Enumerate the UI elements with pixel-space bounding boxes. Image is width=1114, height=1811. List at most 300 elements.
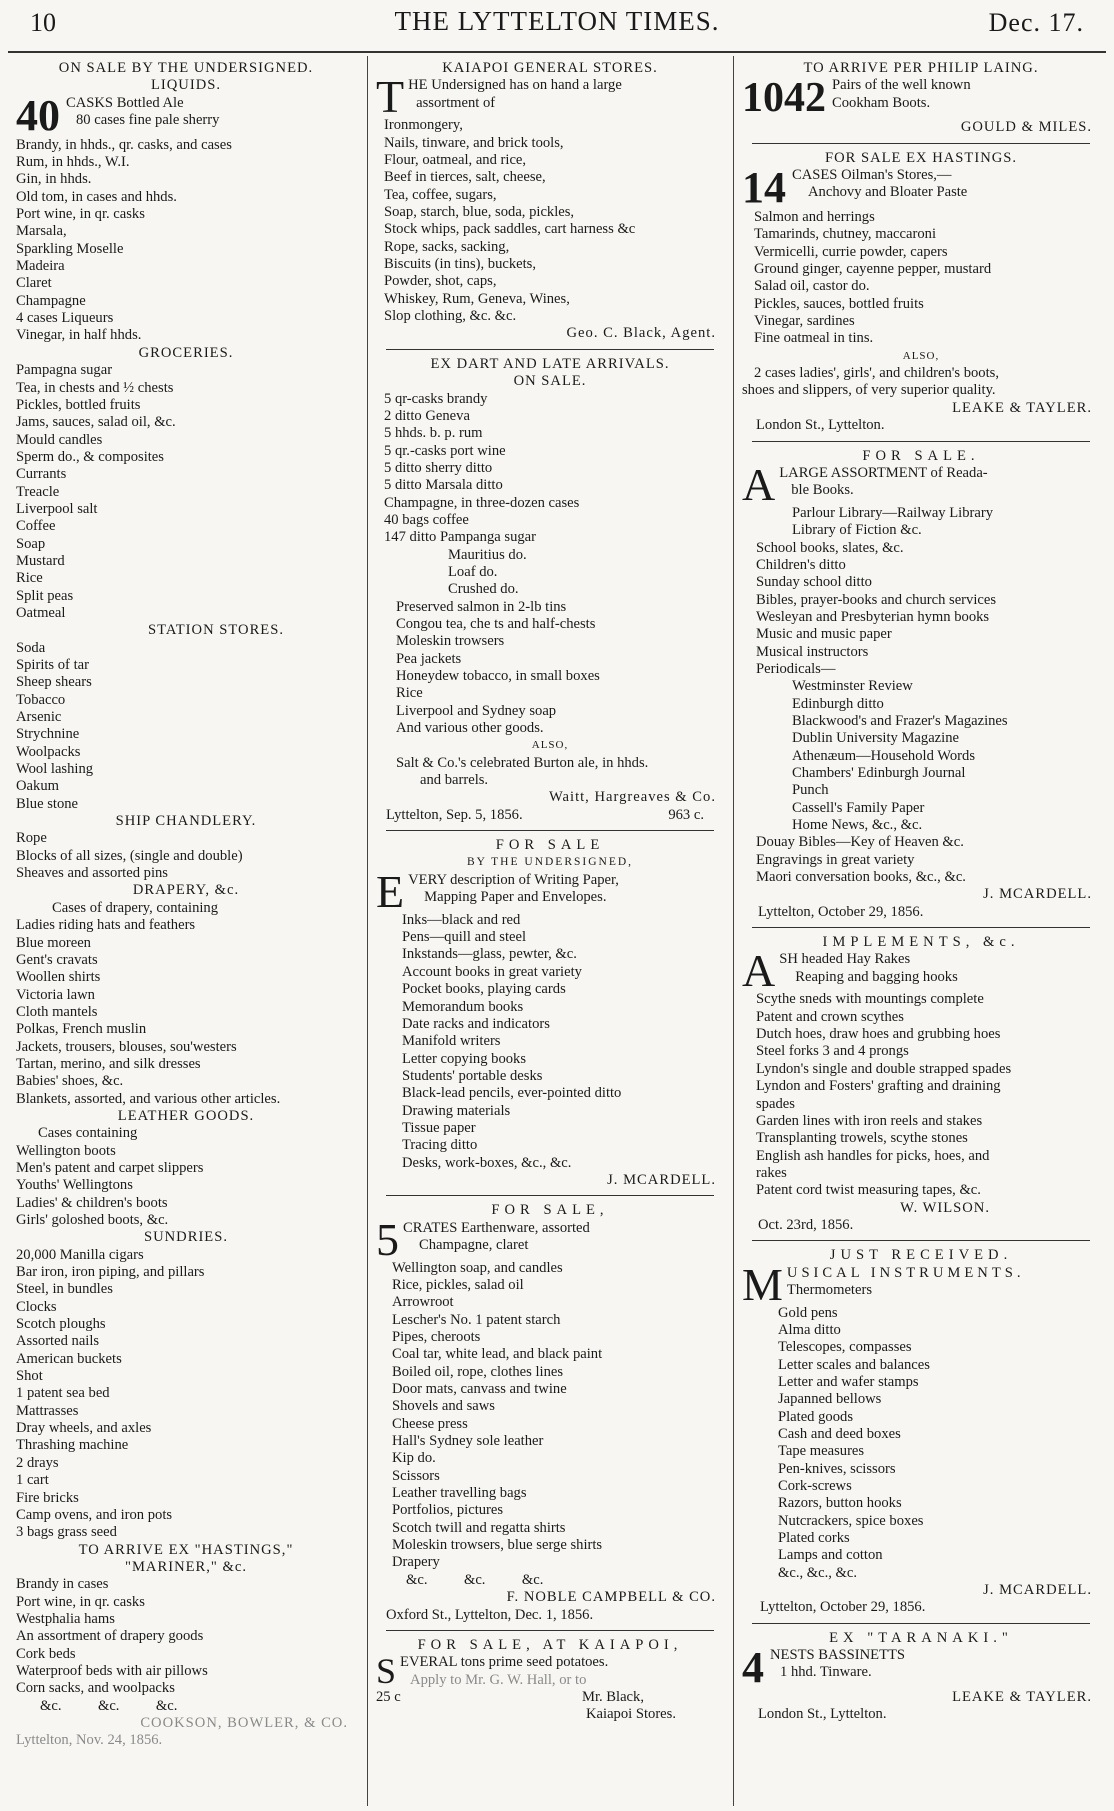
- list-item: Sheaves and assorted pins: [16, 865, 168, 882]
- list-item: Preserved salmon in 2-lb tins: [396, 598, 567, 615]
- list-item: Scotch ploughs: [16, 1316, 106, 1333]
- list-item: Westminster Review: [792, 678, 913, 695]
- advert-mccardell-instruments: [742, 1247, 1100, 1617]
- lead-line: 80 cases fine pale sherry: [76, 112, 220, 129]
- list-item: Cassell's Family Paper: [792, 799, 925, 816]
- ad-lead: [742, 1643, 1100, 1693]
- section-subtitle: Cases of drapery, containing: [52, 899, 219, 916]
- ad-lead: [742, 458, 1100, 510]
- list-item: 1 patent sea bed: [16, 1385, 110, 1402]
- list-item: Music and music paper: [756, 626, 892, 643]
- list-item: Athenæum—Household Words: [792, 747, 975, 764]
- list-item: Nutcrackers, spice boxes: [778, 1512, 924, 1529]
- masthead-rule: [8, 51, 1106, 53]
- list-item: Blocks of all sizes, (single and double): [16, 847, 243, 864]
- list-item: American buckets: [16, 1350, 122, 1367]
- list-item: Bar iron, iron piping, and pillars: [16, 1264, 205, 1281]
- lead-line: Pairs of the well known: [832, 77, 971, 94]
- advertiser-signature: J. MCARDELL.: [983, 886, 1092, 903]
- list-item: Babies' shoes, &c.: [16, 1073, 124, 1090]
- advert-oilman-stores: [742, 150, 1100, 435]
- column-1: [16, 60, 356, 1805]
- list-item: Hall's Sydney sole leather: [392, 1433, 544, 1450]
- issue-date: Dec. 17.: [988, 8, 1084, 37]
- list-item: Wool lashing: [16, 761, 94, 778]
- ad-divider: [386, 1630, 714, 1631]
- ad-divider: [386, 830, 714, 831]
- list-item: Chambers' Edinburgh Journal: [792, 765, 966, 781]
- list-item: Rope, sacks, sacking,: [384, 238, 510, 255]
- section-title: STATION STORES.: [147, 622, 284, 639]
- list-item: Leather travelling bags: [392, 1485, 527, 1502]
- ad-reference: 25 c: [376, 1688, 401, 1705]
- list-item: 40 bags coffee: [384, 511, 469, 528]
- list-item: Flour, oatmeal, and rice,: [384, 152, 527, 169]
- ad-lead: [376, 865, 724, 917]
- list-item: Blue moreen: [16, 934, 91, 951]
- lead-line: Salt & Co.'s celebrated Burton ale, in hhds.: [396, 754, 649, 771]
- column-2: [376, 60, 724, 1805]
- lead-line: Apply to Mr. G. W. Hall, or to: [410, 1671, 587, 1688]
- drop-cap: M: [742, 1258, 783, 1310]
- list-item: Inks—black and red: [402, 911, 521, 928]
- section-title: LIQUIDS.: [150, 77, 222, 94]
- list-item: Brandy in cases: [16, 1576, 109, 1593]
- list-item: Inkstands—glass, pewter, &c.: [402, 946, 577, 963]
- list-item: Pickles, bottled fruits: [16, 396, 141, 413]
- list-item: Mauritius do.: [448, 546, 527, 563]
- advertiser-signature: Waitt, Hargreaves & Co.: [548, 789, 716, 806]
- list-item: Tamarinds, chutney, maccaroni: [754, 226, 937, 243]
- list-item: Salmon and herrings: [754, 209, 875, 226]
- list-item: Garden lines with iron reels and stakes: [756, 1112, 983, 1129]
- list-item: Mattrasses: [16, 1402, 79, 1419]
- list-item: Razors, button hooks: [778, 1495, 902, 1512]
- list-item: Vermicelli, currie powder, capers: [754, 243, 948, 260]
- list-item: Oatmeal: [16, 604, 66, 621]
- list-item: Dublin University Magazine: [792, 730, 959, 747]
- lead-line: SH headed Hay Rakes: [779, 951, 911, 968]
- list-item: Whiskey, Rum, Geneva, Wines,: [384, 290, 570, 307]
- ad-date: Lyttelton, Nov. 24, 1856.: [16, 1732, 163, 1749]
- list-item: Vinegar, sardines: [754, 313, 855, 330]
- list-item: Account books in great variety: [402, 963, 582, 980]
- list-item: Tea, in chests and ½ chests: [16, 379, 174, 396]
- ad-date: Lyttelton, Sep. 5, 1856.: [386, 806, 523, 823]
- list-item: Rice: [16, 570, 43, 587]
- list-item: Congou tea, che ts and half-chests: [396, 615, 596, 632]
- lead-line: NESTS BASSINETTS: [770, 1647, 906, 1664]
- ad-date: Lyttelton, October 29, 1856.: [760, 1599, 926, 1616]
- advertiser-signature: COOKSON, BOWLER, & CO.: [140, 1714, 348, 1731]
- advertiser-address: London St., Lyttelton.: [758, 1706, 887, 1723]
- advert-bassinetts: [742, 1630, 1100, 1724]
- ad-heading: JUST RECEIVED.: [829, 1247, 1013, 1264]
- ad-lead: [742, 163, 1100, 213]
- list-item: Memorandum books: [402, 998, 524, 1015]
- list-item: Rice, pickles, salad oil: [392, 1276, 524, 1293]
- ad-reference: 963 c.: [668, 806, 704, 823]
- section-title: SUNDRIES.: [143, 1229, 228, 1246]
- list-item: Home News, &c., &c.: [792, 817, 923, 834]
- ad-footer: [376, 1689, 724, 1706]
- list-item: Youths' Wellingtons: [16, 1177, 133, 1194]
- ad-heading: KAIAPOI GENERAL STORES.: [442, 60, 658, 76]
- list-item: Nails, tinware, and brick tools,: [384, 134, 564, 151]
- list-item: Patent and crown scythes: [756, 1008, 904, 1025]
- lead-line: HE Undersigned has on hand a large: [408, 77, 622, 94]
- lead-line: assortment of: [416, 94, 496, 111]
- lead-line: Anchovy and Bloater Paste: [808, 184, 968, 201]
- list-item: Sperm do., & composites: [16, 448, 164, 465]
- item-list: [16, 362, 356, 622]
- list-item: Tracing ditto: [402, 1137, 478, 1154]
- ad-lead: [16, 90, 356, 140]
- list-item: Pen-knives, scissors: [778, 1460, 896, 1477]
- list-item: Pampagna sugar: [16, 362, 113, 379]
- list-item: Punch: [792, 782, 829, 799]
- item-list: [16, 917, 356, 1108]
- lead-line: USICAL INSTRUMENTS.: [786, 1264, 1025, 1281]
- list-item: Sunday school ditto: [756, 574, 872, 591]
- list-item: Maori conversation books, &c., &c.: [756, 869, 966, 886]
- page-number: 10: [30, 8, 56, 37]
- lead-line: VERY description of Writing Paper,: [408, 871, 619, 888]
- list-item: Westphalia hams: [16, 1610, 115, 1627]
- list-item: Wesleyan and Presbyterian hymn books: [756, 608, 990, 625]
- section-title: SHIP CHANDLERY.: [115, 813, 257, 830]
- lead-line: Parlour Library—Railway Library: [792, 504, 994, 521]
- list-item: Lamps and cotton: [778, 1547, 883, 1564]
- item-list: [376, 547, 724, 599]
- masthead: [0, 0, 1114, 44]
- item-list: [742, 834, 1100, 886]
- lead-line: Thermometers: [786, 1281, 873, 1298]
- big-number: 40: [16, 90, 60, 140]
- list-item: Jackets, trousers, blouses, sou'westers: [16, 1038, 237, 1055]
- lead-line: 2 cases ladies', girls', and children's boots,: [754, 365, 999, 382]
- list-item: Ladies' & children's boots: [16, 1194, 168, 1211]
- list-item: Pocket books, playing cards: [402, 981, 566, 998]
- ad-divider: [752, 441, 1090, 442]
- ad-lead: [376, 1213, 724, 1265]
- item-list: [376, 1260, 724, 1572]
- ad-heading: FOR SALE: [495, 837, 605, 854]
- list-item: Pea jackets: [396, 650, 462, 667]
- list-item: Thrashing machine: [16, 1437, 129, 1454]
- column-3: [742, 60, 1100, 1805]
- list-item: Old tom, in cases and hhds.: [16, 188, 177, 205]
- ad-subheading: BY THE UNDERSIGNED,: [466, 856, 634, 869]
- list-item: Ladies riding hats and feathers: [16, 917, 196, 934]
- advert-cookson-bowler: [16, 60, 356, 1750]
- list-item: Victoria lawn: [16, 986, 95, 1003]
- list-item: School books, slates, &c.: [756, 539, 904, 556]
- lead-line: Cookham Boots.: [832, 94, 931, 111]
- item-list: [376, 599, 724, 738]
- list-item: 20,000 Manilla cigars: [16, 1246, 144, 1263]
- etc-line: &c. &c. &c.: [406, 1571, 544, 1588]
- column-divider: [367, 56, 368, 1806]
- list-item: 5 ditto sherry ditto: [384, 459, 493, 476]
- list-item: Fine oatmeal in tins.: [754, 330, 874, 347]
- list-item: Scythe sneds with mountings complete: [756, 991, 984, 1008]
- list-item: Black-lead pencils, ever-pointed ditto: [402, 1085, 622, 1102]
- list-item: Scissors: [392, 1467, 440, 1484]
- list-item: Gent's cravats: [16, 951, 98, 968]
- advertiser-signature: GOULD & MILES.: [960, 119, 1092, 136]
- list-item: Powder, shot, caps,: [384, 273, 497, 290]
- list-item: Ground ginger, cayenne pepper, mustard: [754, 261, 992, 278]
- list-item: Patent cord twist measuring tapes, &c.: [756, 1182, 981, 1199]
- list-item: Boiled oil, rope, clothes lines: [392, 1363, 564, 1380]
- list-item: Shot: [16, 1368, 43, 1385]
- lead-line: 1 hhd. Tinware.: [780, 1664, 872, 1681]
- list-item: Lescher's No. 1 patent starch: [392, 1311, 561, 1328]
- item-list: [376, 117, 724, 325]
- list-item: Gold pens: [778, 1304, 838, 1321]
- list-item: Shovels and saws: [392, 1398, 495, 1415]
- list-item: Treacle: [16, 483, 60, 500]
- list-item: Liverpool salt: [16, 500, 98, 517]
- list-item: Assorted nails: [16, 1333, 100, 1350]
- list-item: Liverpool and Sydney soap: [396, 702, 557, 719]
- list-item: Clocks: [16, 1298, 57, 1315]
- section-title: GROCERIES.: [138, 344, 234, 361]
- advertiser-signature: F. NOBLE CAMPBELL & CO.: [506, 1589, 716, 1606]
- advertiser-signature: LEAKE & TAYLER.: [952, 399, 1092, 416]
- lead-line: Mapping Paper and Envelopes.: [424, 889, 607, 906]
- section-title: LEATHER GOODS.: [117, 1107, 255, 1124]
- ad-heading: IMPLEMENTS, &c.: [822, 934, 1020, 951]
- ad-date: Oxford St., Lyttelton, Dec. 1, 1856.: [386, 1606, 594, 1623]
- list-item: Salad oil, castor do.: [754, 278, 870, 295]
- list-item: Mould candles: [16, 431, 103, 448]
- list-item: Sparkling Moselle: [16, 240, 124, 257]
- ad-lead: [376, 1651, 724, 1692]
- ad-divider: [752, 1240, 1090, 1241]
- item-list: [742, 678, 1100, 834]
- list-item: Biscuits (in tins), buckets,: [384, 256, 537, 273]
- list-item: 2 ditto Geneva: [384, 407, 470, 424]
- list-item: Rice: [396, 685, 423, 702]
- ad-heading: ON SALE BY THE UNDERSIGNED.: [58, 60, 314, 76]
- advertiser-signature: Geo. C. Black, Agent.: [566, 325, 716, 342]
- item-list: [742, 209, 1100, 348]
- ad-heading: TO ARRIVE PER PHILIP LAING.: [803, 60, 1039, 76]
- list-item: rakes: [756, 1164, 787, 1181]
- lead-line: Mr. Black,: [581, 1688, 644, 1705]
- ad-date: Oct. 23rd, 1856.: [758, 1216, 854, 1233]
- ad-heading: FOR SALE, AT KAIAPOI,: [417, 1636, 683, 1653]
- lead-line: Reaping and bagging hooks: [795, 968, 958, 985]
- list-item: Dray wheels, and axles: [16, 1420, 152, 1437]
- list-item: Date racks and indicators: [402, 1015, 550, 1032]
- list-item: Blankets, assorted, and various other articles.: [16, 1090, 281, 1107]
- list-item: Blackwood's and Frazer's Magazines: [792, 712, 1008, 729]
- lead-line: Library of Fiction &c.: [792, 522, 922, 539]
- ad-heading: EX "TARANAKI.": [829, 1629, 1013, 1646]
- ad-heading: FOR SALE,: [491, 1202, 609, 1219]
- list-item: Drawing materials: [402, 1102, 511, 1119]
- list-item: Scotch twill and regatta shirts: [392, 1519, 566, 1536]
- list-item: Lyndon and Fosters' grafting and draining: [756, 1078, 1001, 1095]
- drop-cap: S: [376, 1651, 397, 1692]
- section-title: TO ARRIVE EX "HASTINGS,": [78, 1541, 294, 1558]
- list-item: Honeydew tobacco, in small boxes: [396, 668, 600, 684]
- column-divider: [733, 56, 734, 1806]
- list-item: Currants: [16, 466, 67, 483]
- list-item: Japanned bellows: [778, 1391, 882, 1408]
- list-item: Moleskin trowsers, blue serge shirts: [392, 1537, 603, 1554]
- list-item: Cash and deed boxes: [778, 1426, 901, 1442]
- list-item: Strychnine: [16, 726, 80, 743]
- list-item: Oakum: [16, 778, 59, 795]
- list-item: Spirits of tar: [16, 657, 89, 673]
- list-item: 1 cart: [16, 1472, 49, 1489]
- list-item: Mustard: [16, 552, 65, 569]
- list-item: Jams, sauces, salad oil, &c.: [16, 414, 176, 431]
- list-item: Letter scales and balances: [778, 1356, 930, 1373]
- list-item: Arsenic: [16, 709, 62, 726]
- list-item: Brandy, in hhds., qr. casks, and cases: [16, 136, 232, 153]
- list-item: Polkas, French muslin: [16, 1021, 147, 1038]
- lead-line: ble Books.: [791, 482, 854, 499]
- list-item: Pens—quill and steel: [402, 929, 527, 946]
- list-item: Soda: [16, 639, 46, 656]
- list-item: Rum, in hhds., W.I.: [16, 154, 130, 171]
- ad-heading: EX DART AND LATE ARRIVALS.: [430, 355, 670, 372]
- drop-cap: A: [742, 458, 776, 510]
- list-item: Cheese press: [392, 1415, 468, 1432]
- ad-divider: [386, 1195, 714, 1196]
- advert-mccardell-books: [742, 448, 1100, 922]
- section-title: "MARINER," &c.: [125, 1558, 247, 1575]
- list-item: Cork beds: [16, 1645, 76, 1662]
- list-item: Pickles, sauces, bottled fruits: [754, 295, 924, 312]
- lead-line: Kaiapoi Stores.: [586, 1706, 676, 1723]
- list-item: Crushed do.: [448, 581, 519, 598]
- advert-waitt-hargreaves: [376, 356, 724, 824]
- list-item: Soap, starch, blue, soda, pickles,: [384, 204, 575, 221]
- list-item: 5 ditto Marsala ditto: [384, 477, 503, 494]
- list-item: Douay Bibles—Key of Heaven &c.: [756, 834, 964, 851]
- ad-lead: [376, 71, 724, 123]
- lead-line: CRATES Earthenware, assorted: [403, 1219, 590, 1236]
- list-item: Drapery: [392, 1554, 440, 1571]
- list-item: Manifold writers: [402, 1033, 501, 1050]
- advert-noble-campbell: [376, 1202, 724, 1624]
- list-item: Pipes, cheroots: [392, 1329, 481, 1345]
- list-item: Corn sacks, and woolpacks: [16, 1680, 175, 1697]
- item-list: [742, 991, 1100, 1199]
- list-item: Tartan, merino, and silk dresses: [16, 1055, 201, 1072]
- list-item: Door mats, canvass and twine: [392, 1381, 567, 1398]
- list-item: Camp ovens, and iron pots: [16, 1506, 173, 1523]
- list-item: Steel forks 3 and 4 prongs: [756, 1043, 909, 1060]
- advertiser-signature: LEAKE & TAYLER.: [952, 1689, 1092, 1706]
- list-item: Wellington soap, and candles: [392, 1259, 563, 1276]
- item-list: [742, 540, 1100, 679]
- list-item: 5 qr-casks brandy: [384, 390, 488, 407]
- drop-cap: E: [376, 865, 405, 917]
- list-item: Tobacco: [16, 691, 66, 708]
- list-item: Soap: [16, 535, 46, 552]
- ad-divider: [752, 1623, 1090, 1624]
- lead-line: Champagne, claret: [419, 1236, 529, 1253]
- list-item: Wellington boots: [16, 1142, 116, 1159]
- advertiser-signature: J. MCARDELL.: [983, 1582, 1092, 1599]
- lead-line: shoes and slippers, of very superior quality.: [742, 382, 996, 399]
- item-list: [16, 1247, 356, 1542]
- list-item: Letter copying books: [402, 1050, 527, 1067]
- list-item: Woollen shirts: [16, 969, 101, 986]
- list-item: Vinegar, in half hhds.: [16, 327, 142, 344]
- list-item: Cloth mantels: [16, 1003, 98, 1020]
- lead-line: EVERAL tons prime seed potatoes.: [400, 1654, 609, 1671]
- section-title: DRAPERY, &c.: [132, 882, 240, 899]
- advertiser-address: London St., Lyttelton.: [756, 417, 885, 434]
- item-list: [16, 1576, 356, 1697]
- list-item: Cork-screws: [778, 1478, 852, 1495]
- lead-line: CASKS Bottled Ale: [66, 94, 184, 111]
- list-item: 2 drays: [16, 1454, 59, 1471]
- advert-seed-potatoes: [376, 1637, 724, 1724]
- advert-mccardell-stationery: [376, 837, 724, 1189]
- list-item: Split peas: [16, 587, 74, 604]
- list-item: And various other goods.: [396, 720, 544, 737]
- list-item: Slop clothing, &c. &c.: [384, 308, 517, 325]
- advertiser-signature: W. WILSON.: [900, 1199, 990, 1216]
- ad-divider: [386, 349, 714, 350]
- list-item: Portfolios, pictures: [392, 1502, 504, 1519]
- list-item: Tissue paper: [402, 1119, 476, 1136]
- list-item: Loaf do.: [448, 563, 498, 580]
- item-list: [16, 640, 356, 813]
- drop-cap: 5: [376, 1213, 399, 1265]
- list-item: Telescopes, compasses: [778, 1339, 912, 1356]
- item-list: [742, 1305, 1100, 1583]
- advert-wilson-implements: [742, 934, 1100, 1234]
- list-item: Tape measures: [778, 1443, 865, 1460]
- list-item: Sheep shears: [16, 674, 92, 691]
- lead-line: and barrels.: [420, 772, 489, 789]
- ad-lead: [742, 945, 1100, 997]
- list-item: Kip do.: [392, 1450, 436, 1467]
- item-list: [376, 391, 724, 547]
- list-item: 5 hhds. b. p. rum: [384, 425, 483, 442]
- list-item: Gin, in hhds.: [16, 171, 92, 188]
- list-item: Steel, in bundles: [16, 1281, 113, 1298]
- list-item: Plated corks: [778, 1530, 850, 1547]
- ad-heading: FOR SALE EX HASTINGS.: [824, 149, 1018, 166]
- list-item: Blue stone: [16, 795, 79, 812]
- big-number: 4: [742, 1643, 764, 1693]
- drop-cap: A: [742, 945, 776, 997]
- list-item: Children's ditto: [756, 556, 846, 573]
- list-item: Woolpacks: [16, 743, 81, 760]
- list-item: Claret: [16, 275, 52, 292]
- also-label: ALSO,: [902, 349, 940, 362]
- list-item: Dutch hoes, draw hoes and grubbing hoes: [756, 1026, 1001, 1043]
- list-item: Champagne, in three-dozen cases: [384, 494, 580, 511]
- list-item: Engravings in great variety: [756, 851, 915, 868]
- list-item: &c., &c., &c.: [778, 1564, 858, 1581]
- ad-lead: [742, 75, 1100, 122]
- list-item: Fire bricks: [16, 1489, 79, 1506]
- also-label: ALSO,: [531, 739, 569, 752]
- list-item: Students' portable desks: [402, 1067, 543, 1084]
